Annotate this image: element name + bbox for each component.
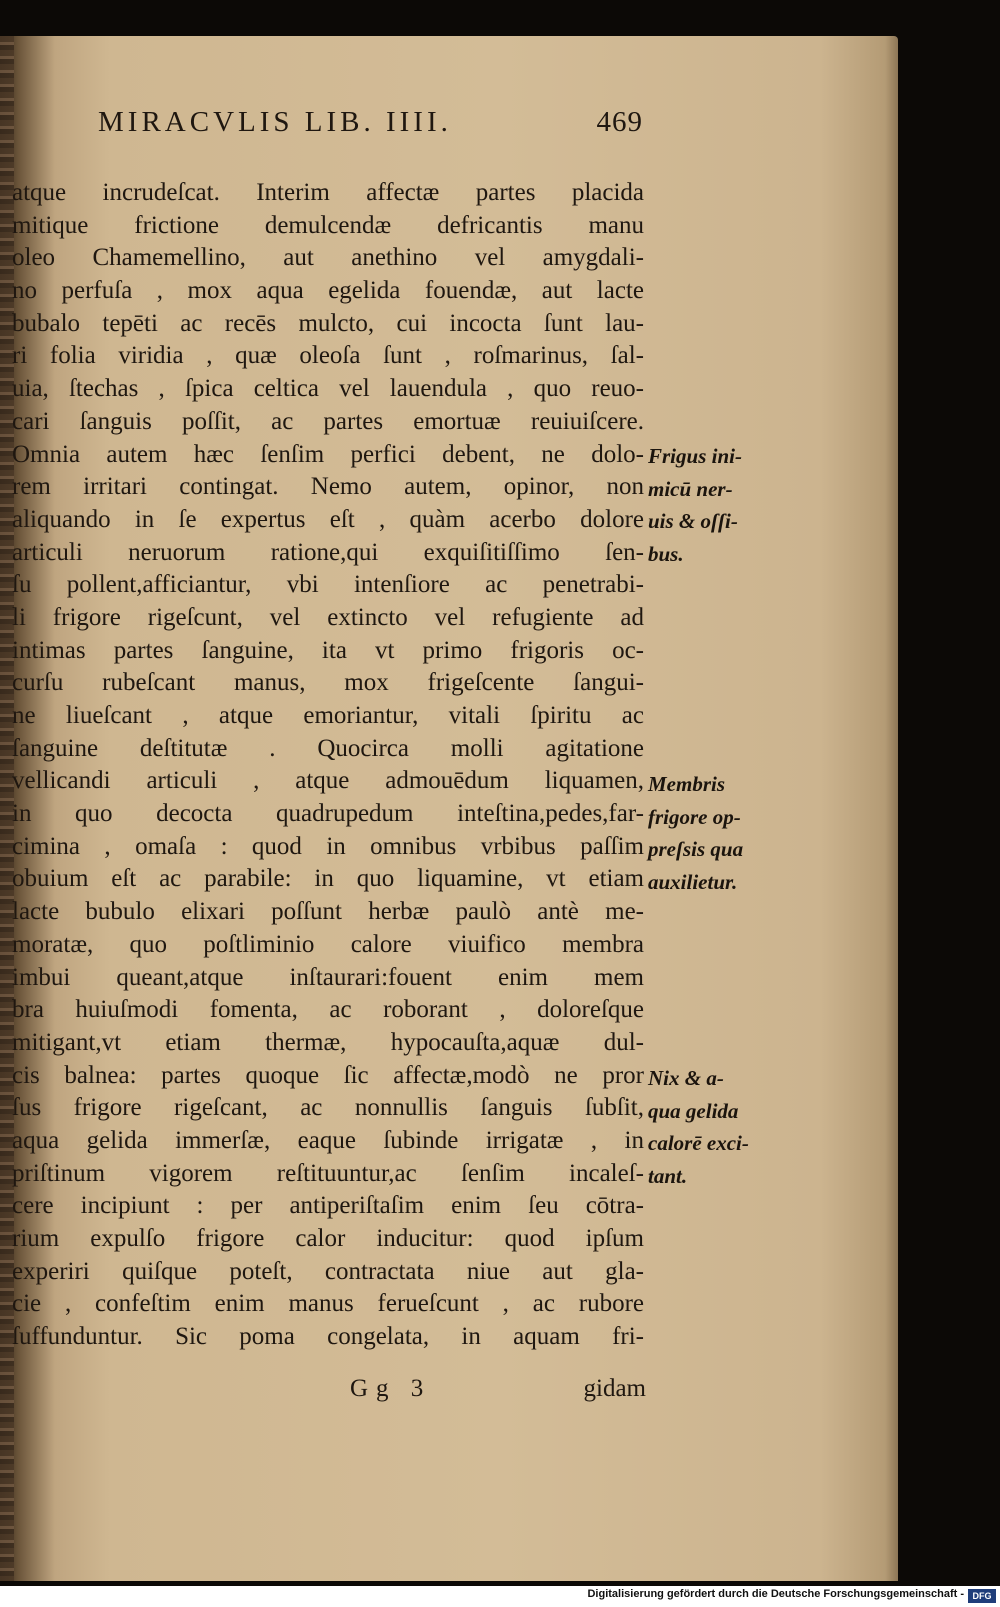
text-line: ſuffunduntur. Sic poma congelata, in aquam fri- bbox=[12, 1323, 644, 1351]
text-line: ne liueſcant , atque emoriantur, vitali ſpiritu ac bbox=[12, 702, 644, 729]
text-line: in quo decocta quadrupedum inteſtina,pedes,far- bbox=[12, 800, 644, 828]
text-line: ſanguine deſtitutæ . Quocirca molli agitatione bbox=[12, 734, 644, 762]
text-line: aqua gelida immerſæ, eaque ſubinde irrigatæ , in bbox=[12, 1126, 644, 1154]
text-line: cari ſanguis poſſit, ac partes emortuæ reuiuiſcere. bbox=[12, 407, 644, 435]
text-line: moratæ, quo poſtliminio calore viuifico membra bbox=[12, 930, 644, 958]
text-line: oleo Chamemellino, aut anethino vel amygdali- bbox=[12, 244, 644, 272]
marginal-note-line: uis & oſſi- bbox=[648, 509, 738, 534]
text-line: ri folia viridia , quæ oleoſa ſunt , roſmarinus, ſal- bbox=[12, 342, 644, 370]
text-line: li frigore rigeſcunt, vel extincto vel refugiente ad bbox=[12, 603, 644, 631]
text-line: vellicandi articuli , atque admouēdum liquamen, bbox=[12, 767, 644, 795]
marginal-note bbox=[648, 768, 798, 899]
text-line: cis balnea: partes quoque ſic affectæ,modò ne pror bbox=[12, 1061, 644, 1089]
text-line: curſu rubeſcant manus, mox frigeſcente ſangui- bbox=[12, 669, 644, 697]
main-text-block bbox=[12, 177, 644, 1354]
text-line: mitigant,vt etiam thermæ, hypocauſta,aquæ dul- bbox=[12, 1028, 644, 1056]
text-line: bra huiuſmodi fomenta, ac roborant , doloreſque bbox=[12, 996, 644, 1024]
footer-credit-text: Digitalisierung gefördert durch die Deutsche Forschungsgemeinschaft - bbox=[587, 1588, 964, 1600]
text-line: bubalo tepēti ac recēs mulcto, cui incocta ſunt lau- bbox=[12, 309, 644, 337]
marginal-note-line: tant. bbox=[648, 1164, 688, 1189]
text-line: aliquando in ſe expertus eſt , quàm acerbo dolore bbox=[12, 505, 644, 533]
marginal-note-line: Membris bbox=[648, 772, 726, 796]
signature-mark: Gg 3 bbox=[350, 1375, 432, 1402]
marginal-note-line: bus. bbox=[648, 542, 684, 567]
digitization-footer bbox=[0, 1586, 1000, 1607]
text-line: rium expulſo frigore calor inducitur: quod ipſum bbox=[12, 1225, 644, 1252]
marginal-note-line: calorē exci- bbox=[648, 1131, 749, 1156]
text-line: articuli neruorum ratione,qui exquiſitiſſimo ſen- bbox=[12, 538, 644, 566]
marginal-note-line: qua gelida bbox=[648, 1098, 739, 1123]
text-line: priſtinum vigorem reſtituuntur,ac ſenſim incaleſ- bbox=[12, 1159, 644, 1187]
marginal-note bbox=[648, 1062, 798, 1193]
text-line: cie , confeſtim enim manus ferueſcunt , ac rubore bbox=[12, 1290, 644, 1318]
marginal-note bbox=[648, 440, 798, 571]
marginal-note-line: Nix & a- bbox=[648, 1066, 724, 1090]
text-line: obuium eſt ac parabile: in quo liquamine, vt etiam bbox=[12, 865, 644, 893]
text-line: mitique frictione demulcendæ defricantis manu bbox=[12, 211, 644, 239]
marginal-note-line: frigore op- bbox=[648, 804, 741, 829]
text-line: atque incrudeſcat. Interim affectæ partes placida bbox=[12, 179, 644, 206]
catchword: gidam bbox=[583, 1375, 646, 1402]
text-line: intimas partes ſanguine, ita vt primo frigoris oc- bbox=[12, 636, 644, 664]
dfg-logo: DFG bbox=[968, 1589, 996, 1603]
page-number: 469 bbox=[596, 106, 643, 138]
text-line: ſus frigore rigeſcant, ac nonnullis ſanguis ſubſit, bbox=[12, 1094, 644, 1122]
text-line: uia, ſtechas , ſpica celtica vel lauendula , quo reuo- bbox=[12, 375, 644, 403]
text-line: no perfuſa , mox aqua egelida fouendæ, aut lacte bbox=[12, 277, 644, 305]
text-line: Omnia autem hæc ſenſim perfici debent, ne dolo- bbox=[12, 440, 644, 468]
marginal-note-line: micū ner- bbox=[648, 476, 733, 501]
text-line: imbui queant,atque inſtaurari:fouent enim mem bbox=[12, 963, 644, 991]
marginal-note-line: auxilietur. bbox=[648, 870, 738, 895]
marginal-note-line: Frigus ini- bbox=[648, 444, 742, 468]
text-line: cere incipiunt : per antiperiſtaſim enim ſeu cōtra- bbox=[12, 1192, 644, 1220]
running-head-title: MIRACVLIS LIB. IIII. bbox=[98, 106, 452, 138]
text-line: ſu pollent,afficiantur, vbi intenſiore ac penetrabi- bbox=[12, 571, 644, 599]
text-line: lacte bubulo elixari poſſunt herbæ paulò antè me- bbox=[12, 898, 644, 926]
text-line: rem irritari contingat. Nemo autem, opinor, non bbox=[12, 473, 644, 501]
book-page bbox=[0, 36, 898, 1581]
text-line: experiri quiſque poteſt, contractata niue aut gla- bbox=[12, 1257, 644, 1285]
marginal-note-line: preſsis qua bbox=[648, 837, 744, 862]
text-line: cimina , omaſa : quod in omnibus vrbibus paſſim bbox=[12, 832, 644, 860]
